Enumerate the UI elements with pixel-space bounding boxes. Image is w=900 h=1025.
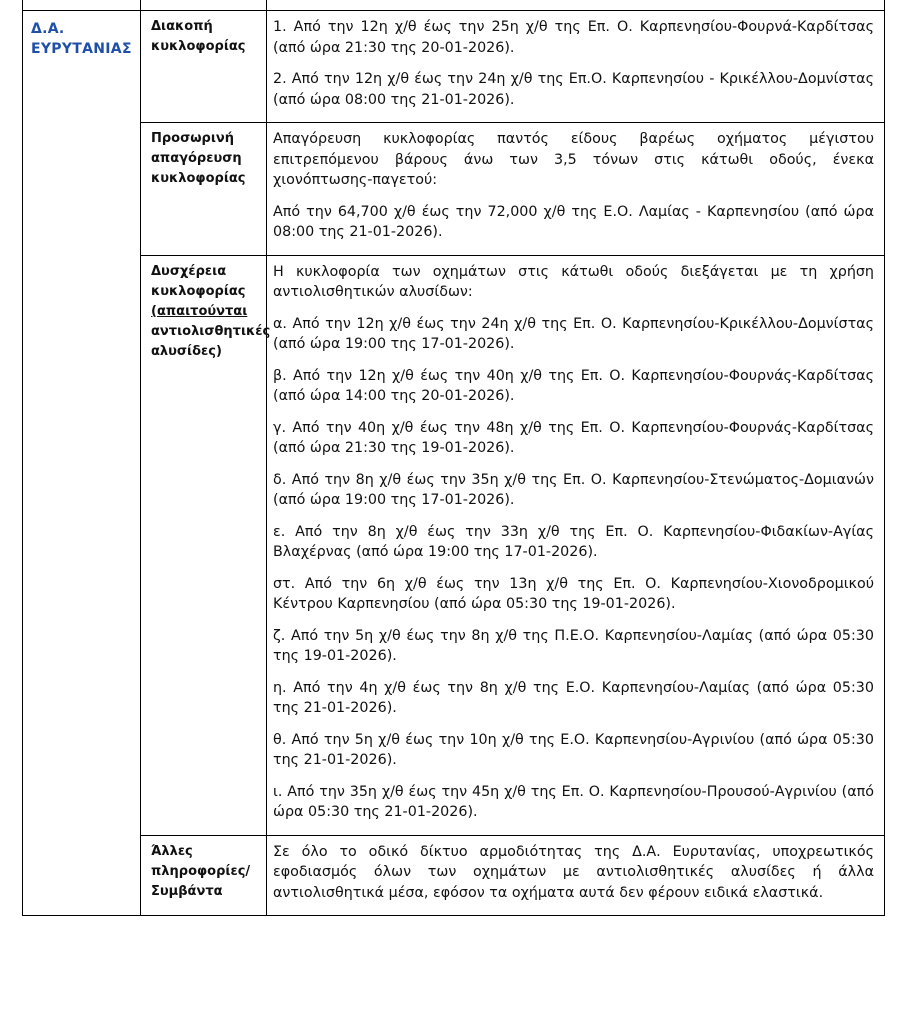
details-cell bbox=[267, 11, 885, 123]
category-line: Προσωρινή bbox=[151, 131, 235, 146]
category-note-line: (απαιτούνται bbox=[151, 303, 248, 319]
column-divider bbox=[140, 0, 141, 10]
detail-item: θ. Από την 5η χ/θ έως την 10η χ/θ της Ε.Ο. Καρπενησίου-Αγρινίου (από ώρα 05:30 της 21-01-2026). bbox=[273, 731, 874, 768]
detail-item: Απαγόρευση κυκλοφορίας παντός είδους βαρέως οχήματος μέγιστου επιτρεπόμενου βάρους άνω των 3,5 τόνων στις κάτωθι οδούς, ένεκα χιονόπτωσης-παγετού: bbox=[273, 131, 874, 188]
region-label-line2: ΕΥΡΥΤΑΝΙΑΣ bbox=[31, 41, 132, 57]
detail-item: Η κυκλοφορία των οχημάτων στις κάτωθι οδούς διεξάγεται με τη χρήση αντιολισθητικών αλυσίδων: bbox=[273, 263, 874, 300]
category-line: κυκλοφορίας bbox=[151, 283, 246, 299]
detail-item: ι. Από την 35η χ/θ έως την 45η χ/θ της Επ. Ο. Καρπενησίου-Προυσού-Αγρινίου (από ώρα 05:30 της 21-01-2026). bbox=[273, 783, 874, 820]
category-line: κυκλοφορίας bbox=[151, 39, 246, 54]
table-row bbox=[23, 123, 885, 256]
detail-item: 2. Από την 12η χ/θ έως την 24η χ/θ της Επ.Ο. Καρπενησίου - Κρικέλλου-Δομνίστας (από ώρα 08:00 της 21-01-2026). bbox=[273, 71, 874, 108]
detail-item: η. Από την 4η χ/θ έως την 8η χ/θ της Ε.Ο. Καρπενησίου-Λαμίας (από ώρα 05:30 της 21-01-2026). bbox=[273, 679, 874, 716]
region-label-line1: Δ.Α. bbox=[31, 21, 65, 37]
category-line: Διακοπή bbox=[151, 19, 213, 34]
detail-item: δ. Από την 8η χ/θ έως την 35η χ/θ της Επ. Ο. Καρπενησίου-Στενώματος-Δομιανών (από ώρα 19:00 της 17-01-2026). bbox=[273, 471, 874, 508]
previous-row-remnant bbox=[22, 0, 885, 10]
traffic-table bbox=[22, 10, 885, 916]
region-cell bbox=[23, 11, 141, 916]
details-cell bbox=[267, 123, 885, 256]
detail-item: ζ. Από την 5η χ/θ έως την 8η χ/θ της Π.Ε.Ο. Καρπενησίου-Λαμίας (από ώρα 05:30 της 19-01-2026). bbox=[273, 627, 874, 664]
category-line: απαγόρευση bbox=[151, 151, 242, 166]
details-cell bbox=[267, 835, 885, 916]
table-row bbox=[23, 255, 885, 835]
detail-item: ε. Από την 8η χ/θ έως την 33η χ/θ της Επ. Ο. Καρπενησίου-Φιδακίων-Αγίας Βλαχέρνας (από ώρα 19:00 της 17-01-2026). bbox=[273, 523, 874, 560]
category-cell bbox=[141, 255, 271, 835]
detail-item: στ. Από την 6η χ/θ έως την 13η χ/θ της Επ. Ο. Καρπενησίου-Χιονοδρομικού Κέντρου Καρπενησίου (από ώρα 05:30 της 19-01-2026). bbox=[273, 575, 874, 612]
detail-item: α. Από την 12η χ/θ έως την 24η χ/θ της Επ. Ο. Καρπενησίου-Κρικέλλου-Δομνίστας (από ώρα 19:00 της 17-01-2026). bbox=[273, 315, 874, 352]
category-line: Άλλες bbox=[151, 843, 193, 859]
category-cell bbox=[141, 11, 267, 123]
column-divider bbox=[266, 0, 267, 10]
category-cell bbox=[141, 123, 267, 256]
category-line: Συμβάντα bbox=[151, 883, 223, 899]
table-row bbox=[23, 835, 885, 916]
category-line: πληροφορίες/ bbox=[151, 863, 251, 879]
category-line: κυκλοφορίας bbox=[151, 171, 246, 186]
detail-item: Σε όλο το οδικό δίκτυο αρμοδιότητας της Δ.Α. Ευρυτανίας, υποχρεωτικός εφοδιασμός όλων των οχημάτων με αντιολισθητικές αλυσίδες ή άλλα αντιολισθητικά μέσα, εφόσον τα οχήματα αυτά δεν φέρουν ειδικά ελαστικά. bbox=[273, 843, 874, 901]
detail-item: Από την 64,700 χ/θ έως την 72,000 χ/θ της Ε.Ο. Λαμίας - Καρπενησίου (από ώρα 08:00 της 21-01-2026). bbox=[273, 203, 874, 240]
details-cell bbox=[267, 255, 885, 835]
category-line: Δυσχέρεια bbox=[151, 263, 227, 279]
detail-item: β. Από την 12η χ/θ έως την 40η χ/θ της Επ. Ο. Καρπενησίου-Φουρνάς-Καρδίτσας (από ώρα 14:00 της 20-01-2026). bbox=[273, 367, 874, 404]
category-note-line: αντιολισθητικές bbox=[151, 323, 271, 339]
category-note-line: αλυσίδες) bbox=[151, 343, 222, 359]
category-cell bbox=[141, 835, 267, 916]
table-row bbox=[23, 11, 885, 123]
detail-item: 1. Από την 12η χ/θ έως την 25η χ/θ της Επ. Ο. Καρπενησίου-Φουρνά-Καρδίτσας (από ώρα 21:30 της 20-01-2026). bbox=[273, 19, 874, 56]
detail-item: γ. Από την 40η χ/θ έως την 48η χ/θ της Επ. Ο. Καρπενησίου-Φουρνάς-Καρδίτσας (από ώρα 21:30 της 19-01-2026). bbox=[273, 419, 874, 456]
